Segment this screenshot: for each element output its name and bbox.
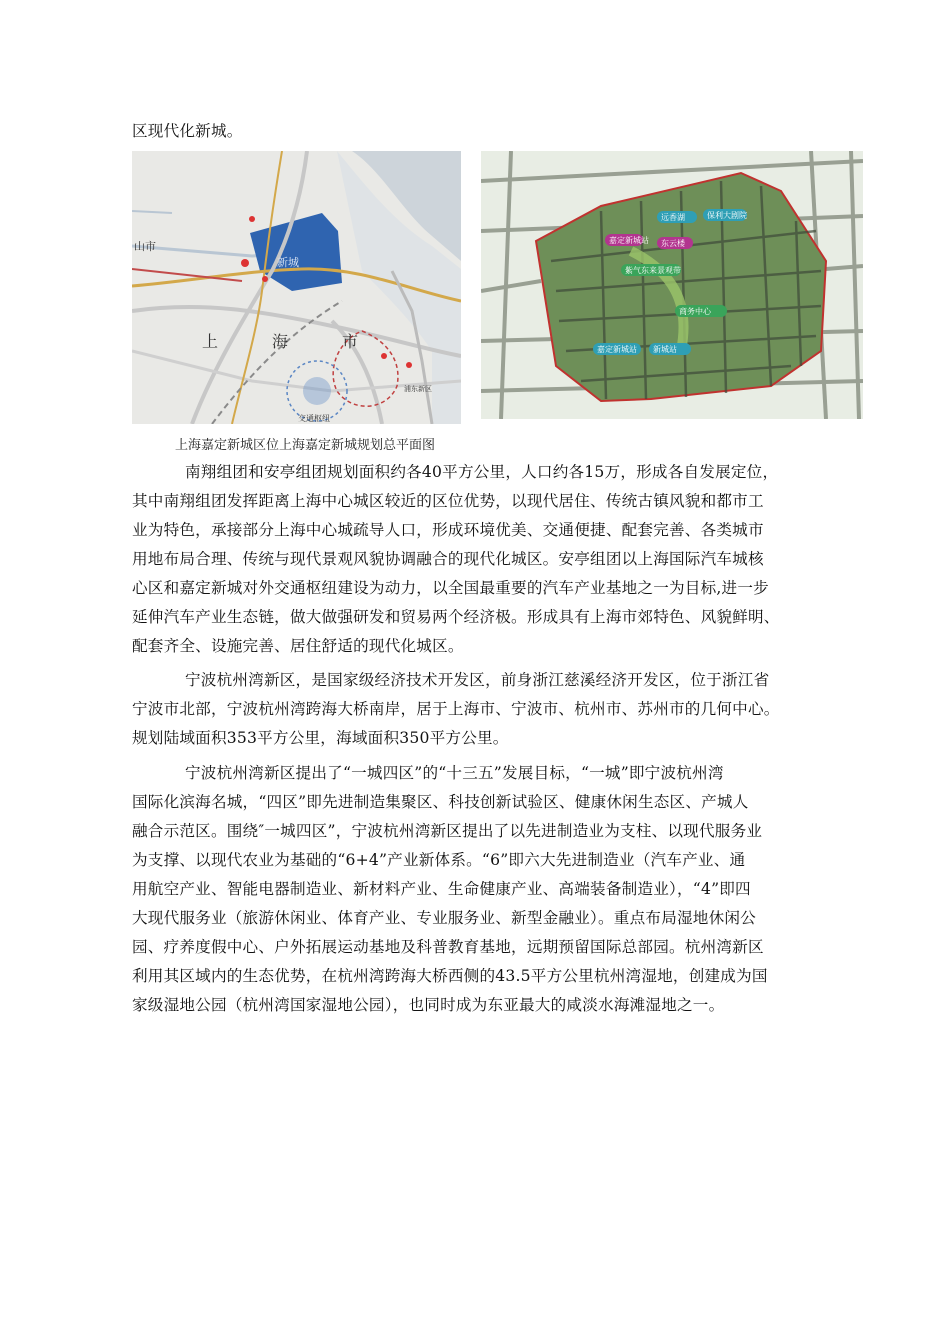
map-label-pudong: 浦东新区	[404, 385, 432, 393]
paragraph1-line: 南翔组团和安亭组团规划面积约各40平方公里，人口约各15万，形成各自发展定位，	[185, 463, 779, 481]
paragraph1-line: 业为特色，承接部分上海中心城疏导人口，形成环境优美、交通便捷、配套完善、各类城市	[132, 521, 764, 539]
paragraph3-line: 家级湿地公园（杭州湾国家湿地公园），也同时成为东亚最大的咸淡水海滩湿地之一。	[132, 996, 725, 1014]
map-label-shi: 市	[342, 332, 359, 351]
paragraph1-line: 心区和嘉定新城对外交通枢纽建设为动力，以全国最重要的汽车产业基地之一为目标,进一步	[132, 579, 769, 597]
paragraph1-line: 用地布局合理、传统与现代景观风貌协调融合的现代化城区。安亭组团以上海国际汽车城核	[132, 550, 764, 568]
map-label-shang: 上	[202, 332, 219, 351]
map-label-shanshi: 山市	[134, 240, 156, 253]
paragraph1-line: 其中南翔组团发挥距离上海中心城区较近的区位优势，以现代居住、传统古镇风貌和都市工	[132, 492, 764, 510]
intro-tail-line: 区现代化新城。	[132, 122, 243, 140]
paragraph3-line: 园、疗养度假中心、户外拓展运动基地及科普教育基地，远期预留国际总部园。杭州湾新区	[132, 938, 764, 956]
paragraph3-line: 融合示范区。围绕″一城四区”，宁波杭州湾新区提出了以先进制造业为支柱、以现代服务业	[132, 822, 763, 840]
paragraph3-line: 大现代服务业（旅游休闲业、体育产业、专业服务业、新型金融业）。重点布局湿地休闲公	[132, 909, 756, 927]
plan-label-new-station: 新城站	[653, 345, 677, 354]
paragraph2-line: 规划陆域面积353平方公里，海域面积350平方公里。	[132, 729, 509, 747]
plan-label-yuanxianghu: 远香湖	[661, 213, 685, 222]
paragraph3-line: 利用其区域内的生态优势，在杭州湾跨海大桥西侧的43.5平方公里杭州湾湿地，创建成为国	[132, 967, 768, 985]
jiading-location-map	[132, 151, 461, 424]
paragraph1-line: 配套齐全、设施完善、居住舒适的现代化城区。	[132, 637, 464, 655]
plan-label-dongyun: 东云楼	[661, 239, 685, 248]
paragraph3-line: 为支撑、以现代农业为基础的“6+4”产业新体系。“6”即六大先进制造业（汽车产业、通	[132, 851, 746, 869]
map-label-hub: 交通枢纽	[298, 414, 330, 423]
paragraph1-line: 延伸汽车产业生态链，做大做强研发和贸易两个经济极。形成具有上海市郊特色、风貌鲜明、	[132, 608, 780, 626]
plan-label-business: 商务中心	[679, 307, 711, 316]
paragraph2-line: 宁波杭州湾新区，是国家级经济技术开发区，前身浙江慈溪经济开发区，位于浙江省	[185, 671, 770, 689]
paragraph3-line: 用航空产业、智能电器制造业、新材料产业、生命健康产业、高端装备制造业），“4”即四	[132, 880, 751, 898]
plan-label-station-b: 嘉定新城站	[597, 345, 637, 354]
paragraph3-line: 国际化滨海名城，“四区”即先进制造集聚区、科技创新试验区、健康休闲生态区、产城人	[132, 793, 749, 811]
plan-label-theatre: 保利大剧院	[707, 211, 747, 220]
paragraph3-line: 宁波杭州湾新区提出了“一城四区”的“十三五”发展目标，“一城”即宁波杭州湾	[185, 764, 724, 782]
figure-caption: 上海嘉定新城区位上海嘉定新城规划总平面图	[175, 438, 436, 453]
plan-label-green-belt: 紫气东来景观带	[625, 266, 681, 275]
map-label-hai: 海	[272, 332, 289, 351]
paragraph2-line: 宁波市北部，宁波杭州湾跨海大桥南岸，居于上海市、宁波市、杭州市、苏州市的几何中心。	[132, 700, 780, 718]
plan-label-station-a: 嘉定新城站	[609, 236, 649, 245]
map-label-new-city: 新城	[277, 256, 299, 269]
jiading-master-plan	[481, 151, 863, 419]
